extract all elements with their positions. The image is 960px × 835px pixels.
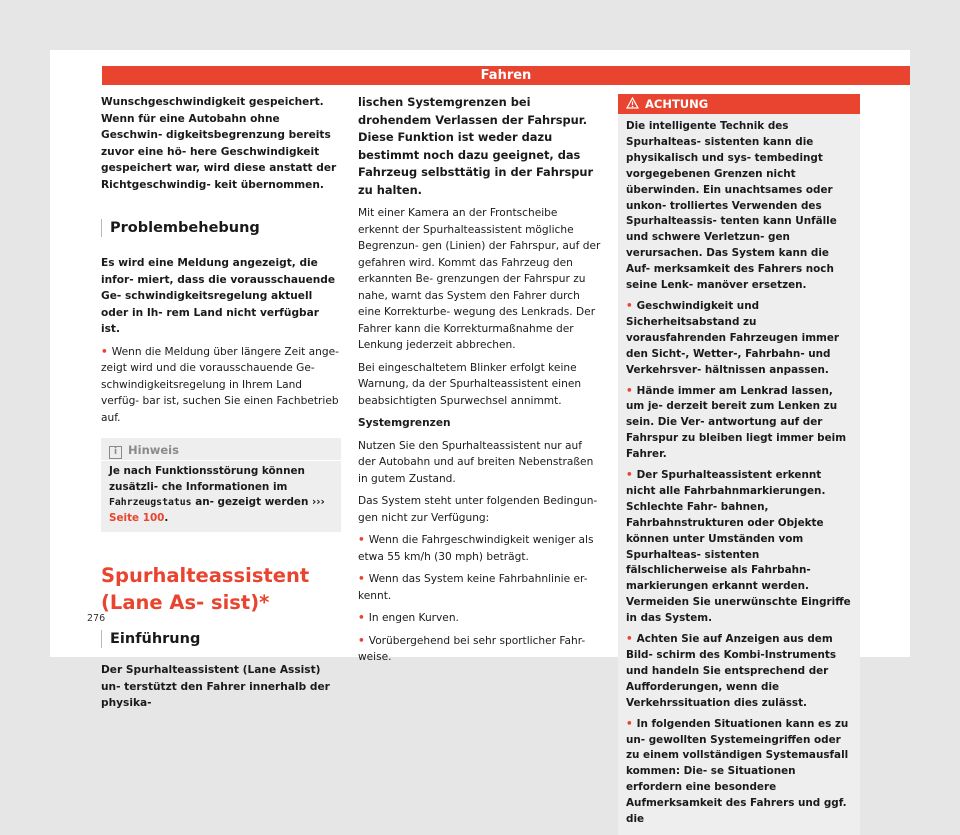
hint-end: . (164, 511, 169, 524)
warning-box (618, 94, 860, 835)
bullet-text: Wenn die Meldung über längere Zeit ange- zeigt wird und die vorausschauende Ge- schwindigkeitsregelung in Ihrem Land verfüg- bar ist, suchen Sie einen Fachbetrieb auf. (101, 345, 339, 424)
warning-bullet (626, 384, 852, 464)
intro-paragraph: Wunschgeschwindigkeit gespeichert. Wenn für eine Autobahn ohne Geschwin- digkeitsbegrenzung bereits zuvor eine hö- here Geschwindigkeit gespeichert war, wird diese anstatt der Richtgeschwindig- keit übernommen. (101, 96, 337, 191)
bullet-dot-icon: • (358, 612, 365, 624)
warning-intro: Die intelligente Technik des Spurhalteas- sistenten kann die physikalisch und sys- tembedingt vorgegebenen Grenzen nicht überwinden. Ein unachtsames oder unkon- trolliertes Verwenden des Spurhalteassis- tenten kann Unfälle und schwere Verletzun- gen verursachen. Das System kann die Auf- merksamkeit des Fahrers noch seine Lenk- manöver ersetzen. (626, 120, 837, 292)
bullet-dot-icon: • (101, 345, 108, 358)
warning-bullet (626, 717, 852, 828)
warning-bullet-text: Geschwindigkeit und Sicherheitsabstand zu vorausfahrenden Fahrzeugen immer den Sicht-, Wetter-, Fahrbahn- und Verkehrsver- hältnissen anpassen. (626, 299, 840, 376)
bullet-text: In engen Kurven. (368, 612, 459, 624)
bullet-item (358, 571, 601, 604)
hint-title: Hinweis (128, 443, 179, 457)
section-title-problem: Problembehebung (101, 219, 341, 237)
hint-box (101, 438, 341, 532)
warning-bullet-text: Der Spurhalteassistent erkennt nicht alle Fahrbahnmarkierungen. Schlechte Fahr- bahnen, Fahrbahnstrukturen oder Objekte können unter Umständen vom Spurhalteas- sistenten fälschlicherweise als Fahrbahn- markierungen erkannt werden. Vermeiden Sie unerwünschte Eingriffe in das System. (626, 469, 851, 625)
warning-bullet (626, 632, 852, 712)
warning-bullet-text: Hände immer am Lenkrad lassen, um je- derzeit bereit zum Lenken zu sein. Die Ver- antwortung auf der Fahrspur zu bleiben liegt immer beim Fahrer. (626, 384, 847, 461)
bullet-item (101, 344, 341, 427)
paragraph-indicator: Bei eingeschaltetem Blinker erfolgt keine Warnung, da der Spurhalteassistent einen beabsichtigten Spurwechsel annimmt. (358, 361, 582, 407)
warning-header (618, 94, 860, 114)
bullet-item (358, 633, 601, 666)
page-link[interactable]: Seite 100 (109, 511, 165, 524)
subheading-system-limits: Systemgrenzen (358, 417, 451, 429)
warning-bullet (626, 468, 852, 627)
hint-text: Je nach Funktionsstörung können zusätzli- che Informationen im (109, 465, 305, 493)
link-arrow: ››› (311, 496, 325, 508)
bullet-text: Wenn die Fahrgeschwindigkeit weniger als etwa 55 km/h (30 mph) beträgt. (358, 534, 594, 563)
warning-triangle-icon (626, 97, 639, 109)
paragraph-usage: Nutzen Sie den Spurhalteassistent nur auf der Autobahn und auf breiten Nebenstraßen in gutem Zustand. (358, 439, 594, 485)
warning-title: ACHTUNG (645, 97, 709, 111)
section-title-intro: Einführung (101, 630, 341, 648)
info-icon: i (109, 446, 122, 459)
bullet-dot-icon: • (626, 299, 633, 312)
paragraph-conditions: Das System steht unter folgenden Bedingun- gen nicht zur Verfügung: (358, 495, 598, 524)
hint-body (101, 461, 341, 532)
page-header: Fahren (102, 66, 910, 85)
bullet-dot-icon: • (626, 469, 633, 482)
intro-lane-assist: Der Spurhalteassistent (Lane Assist) un- terstützt den Fahrer innerhalb der physika- (101, 664, 330, 709)
bullet-item (358, 610, 601, 627)
column-middle (358, 94, 601, 672)
bullet-item (358, 532, 601, 565)
hint-menu-term: Fahrzeugstatus (109, 497, 192, 508)
column-left (101, 94, 341, 718)
column-right (618, 94, 860, 835)
warning-bullet (626, 299, 852, 379)
bullet-text: Vorübergehend bei sehr sportlicher Fahr- weise. (358, 634, 586, 663)
bullet-text: Wenn das System keine Fahrbahnlinie er- kennt. (358, 573, 588, 602)
bullet-dot-icon: • (358, 573, 365, 585)
chapter-title: Spurhalteassistent (Lane As- sist)* (101, 564, 310, 614)
bullet-dot-icon: • (626, 384, 633, 397)
page-number: 276 (87, 613, 106, 624)
hint-text-2: an- gezeigt werden (195, 496, 309, 508)
bullet-dot-icon: • (626, 633, 633, 646)
bullet-dot-icon: • (358, 634, 365, 647)
manual-page (50, 50, 910, 826)
warning-bullet-text: In folgenden Situationen kann es zu un- gewollten Systemeingriffen oder zu einem vollständigen Systemausfall kommen: Die- se Situationen erfordern eine besondere Aufmerksamkeit des Fahrers und ggf. die (626, 717, 849, 826)
problem-statement: Es wird eine Meldung angezeigt, die infor- miert, dass die vorausschauende Ge- schwindigkeitsregelung aktuell oder in Ih- rem Land nicht verfügbar ist. (101, 257, 336, 335)
warning-bullet-text: Achten Sie auf Anzeigen aus dem Bild- schirm des Kombi-Instruments und handeln Sie entsprechend der Aufforderungen, wenn die Verkehrssituation dies zulässt. (626, 633, 837, 709)
warning-body (618, 114, 860, 835)
bullet-dot-icon: • (626, 717, 633, 730)
paragraph-camera: Mit einer Kamera an der Frontscheibe erkennt der Spurhalteassistent mögliche Begrenzun- gen (Linien) der Fahrspur, auf der gefahren wird. Kommt das Fahrzeug den erkannten Be- grenzungen der Fahrspur zu nahe, warnt das System den Fahrer durch eine Korrekturbe- wegung des Lenkrads. Der Fahrer kann die Korrekturmaßnahme der Lenkung jederzeit abbrechen. (358, 207, 601, 351)
hint-header (101, 438, 341, 461)
bullet-dot-icon: • (358, 534, 365, 546)
continued-paragraph: lischen Systemgrenzen bei drohendem Verlassen der Fahrspur. Diese Funktion ist weder dazu bestimmt noch dazu geeignet, das Fahrzeug selbsttätig in der Fahrspur zu halten. (358, 95, 594, 197)
